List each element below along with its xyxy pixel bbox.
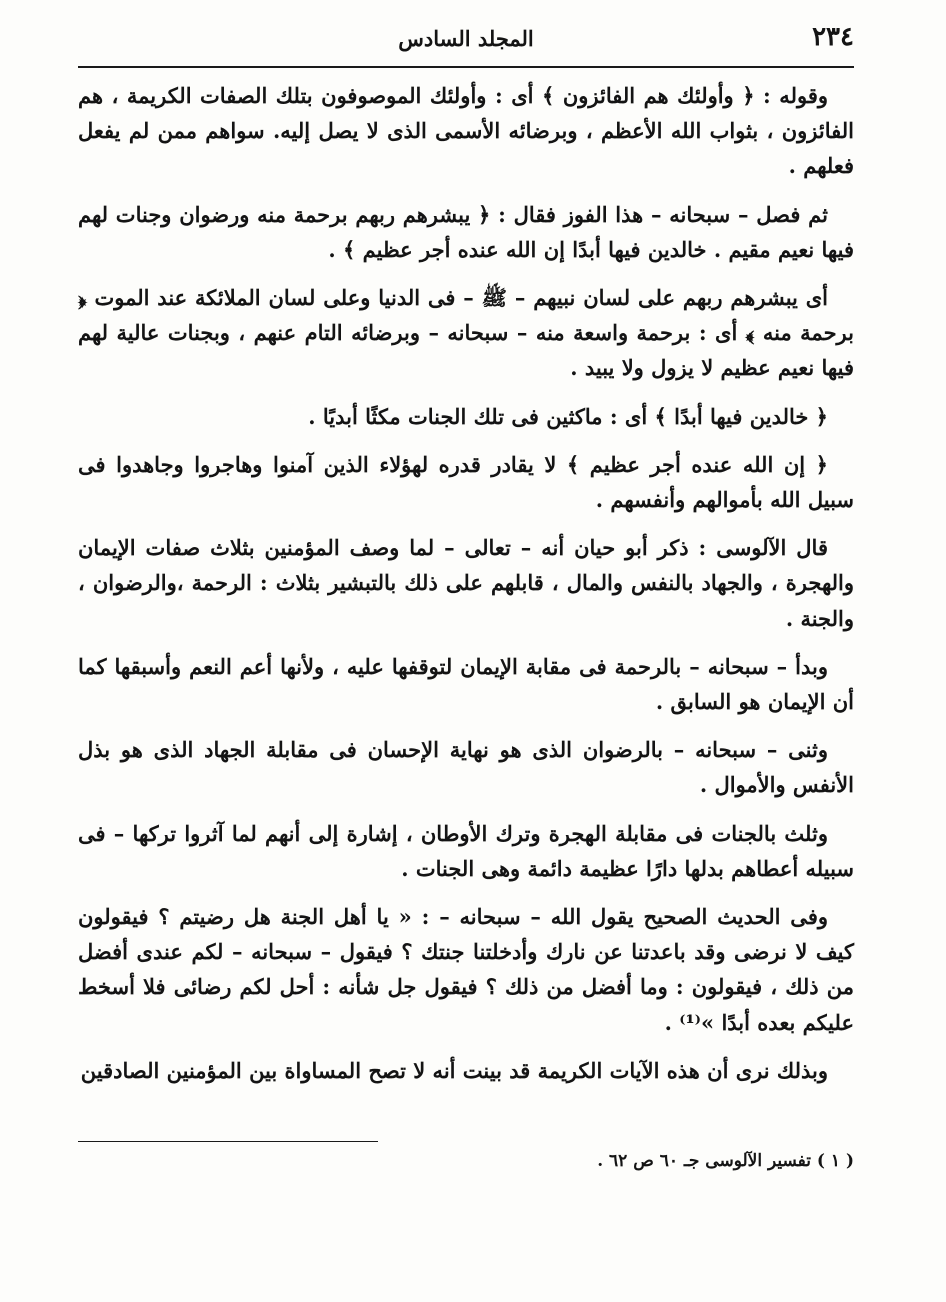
paragraph-9: وثلث بالجنات فى مقابلة الهجرة وترك الأوطان ، إشارة إلى أنهم لما آثروا تركها – فى سبيله أعطاهم بدلها دارًا عظيمة دائمة وهى الجنات . [78, 820, 854, 881]
page-header [78, 18, 854, 68]
page-body [78, 78, 854, 1101]
paragraph-6: قال الآلوسى : ذكر أبو حيان أنه – تعالى – لما وصف المؤمنين بثلاث صفات الإيمان والهجرة ، والجهاد بالنفس والمال ، قابلهم على ذلك بالتبشير بثلاث : الرحمة ،والرضوان ، والجنة . [78, 535, 854, 631]
page-number: ٢٣٤ [812, 22, 854, 52]
paragraph-1: وقوله : ﴿ وأولئك هم الفائزون ﴾ أى : وأولئك الموصوفون بتلك الصفات الكريمة ، هم الفائزون ، بثواب الله الأعظم ، وبرضائه الأسمى الذى لا يصل إليه. سواهم ممن لم يفعل فعلهم . [78, 83, 854, 179]
paragraph-3: أى يبشرهم ربهم على لسان نبيهم – ﷺ – فى الدنيا وعلى لسان الملائكة عند الموت ﴿ برحمة منه ﴾ أى : برحمة واسعة منه – سبحانه – وبرضائه التام عنهم ، وبجنات عالية لهم فيها نعيم عظيم لا يزول ولا يبيد . [78, 285, 854, 381]
paragraph-5: ﴿ إن الله عنده أجر عظيم ﴾ لا يقادر قدره لهؤلاء الذين آمنوا وهاجروا وجاهدوا فى سبيل الله بأموالهم وأنفسهم . [78, 451, 854, 513]
header-rule [78, 66, 854, 68]
running-title: المجلد السادس [398, 26, 534, 51]
paragraph-2: ثم فصل – سبحانه – هذا الفوز فقال : ﴿ يبشرهم ربهم برحمة منه ورضوان وجنات لهم فيها نعيم مقيم . خالدين فيها أبدًا إن الله عنده أجر عظيم ﴾ . [78, 201, 854, 262]
footnote: ( ١ ) تفسير الآلوسى جـ ٦٠ ص ٦٢ . [597, 1151, 854, 1171]
paragraph-10: وفى الحديث الصحيح يقول الله – سبحانه – : « يا أهل الجنة هل رضيتم ؟ فيقولون كيف لا نرضى وقد باعدتنا عن نارك وأدخلتنا جنتك ؟ فيقول – سبحانه – لكم عندى أفضل من ذلك ، فيقولون : وما أفضل من ذلك ؟ فيقول جل شأنه : أحل لكم رضائى فلا أسخط عليكم بعده أبدًا »⁽¹⁾ . [78, 904, 854, 1035]
paragraph-11: وبذلك نرى أن هذه الآيات الكريمة قد بينت أنه لا تصح المساواة بين المؤمنين الصادقين [80, 1057, 828, 1083]
paragraph-8: وثنى – سبحانه – بالرضوان الذى هو نهاية الإحسان فى مقابلة الجهاد الذى هو بذل الأنفس والأموال . [78, 737, 854, 798]
paragraph-7: وبدأ – سبحانه – بالرحمة فى مقابة الإيمان لتوقفها عليه ، ولأنها أعم النعم وأسبقها كما أن الإيمان هو السابق . [78, 653, 854, 715]
paragraph-4: ﴿ خالدين فيها أبدًا ﴾ أى : ماكثين فى تلك الجنات مكثًا أبديًا . [308, 403, 828, 429]
